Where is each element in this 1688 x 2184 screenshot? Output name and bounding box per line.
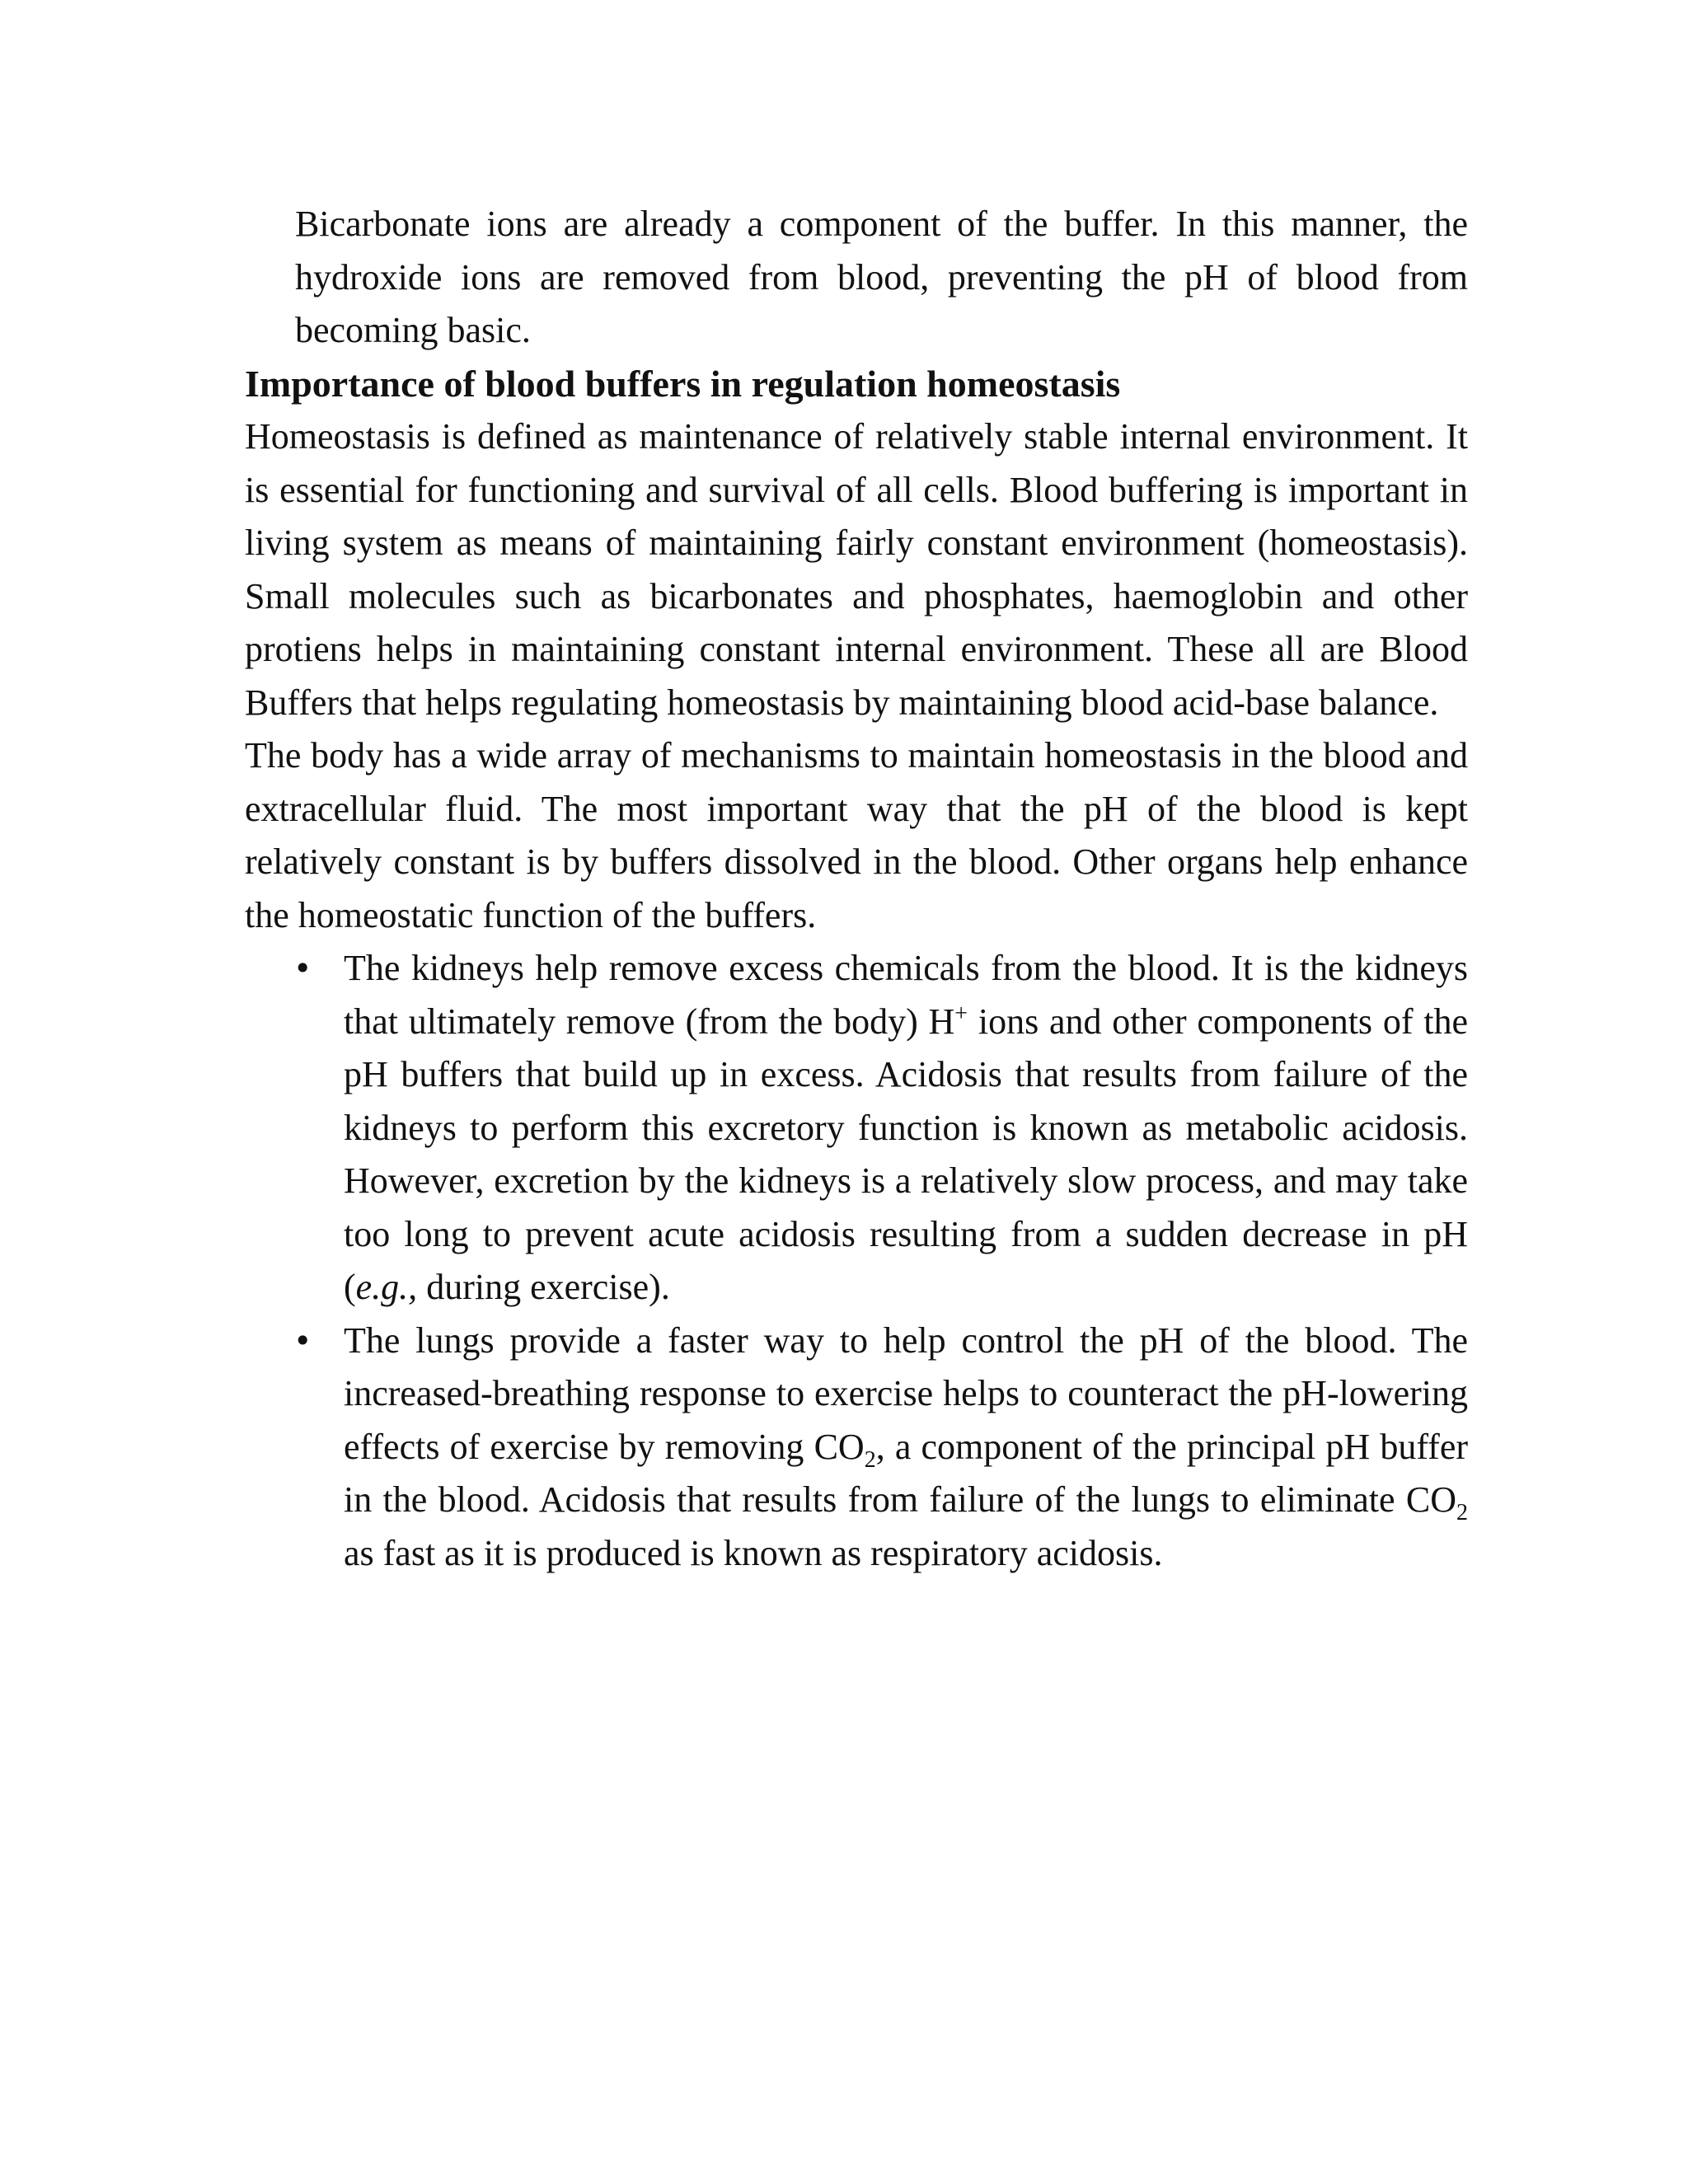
- lungs-text-part: The lungs provide a faster way to help control the pH of the blood. The increased-breathing response to exercise helps to counteract the pH-lowering effects of exercise by removing CO: [344, 1319, 1468, 1467]
- homeostasis-paragraph: Homeostasis is defined as maintenance of relatively stable internal environment. It is essential for functioning and survival of all cells. Blood buffering is important in living system as means of maintaining fairly constant environment (homeostasis). Small molecules such as bicarbonates and phosphates, haemoglobin and other protiens helps in maintaining constant internal environment. These all are Blood Buffers that helps regulating homeostasis by maintaining blood acid-base balance.: [245, 416, 1468, 723]
- kidneys-bullet-item: [293, 942, 1468, 1315]
- lungs-text-part: as fast as it is produced is known as respiratory acidosis.: [344, 1532, 1163, 1573]
- bullet-icon: •: [293, 950, 312, 987]
- hydrogen-charge-superscript: +: [954, 1000, 968, 1026]
- kidneys-text-part: ions and other components of the pH buffers that build up in excess. Acidosis that results from failure of the kidneys to perform this excretory function is known as metabolic acidosis. However, excretion by the kidneys is a relatively slow process, and may take too long to prevent acute acidosis resulting from a sudden decrease in pH (: [344, 1001, 1468, 1307]
- lungs-bullet-item: [293, 1315, 1469, 1581]
- bullet-icon: •: [293, 1322, 312, 1359]
- mechanisms-paragraph: The body has a wide array of mechanisms to maintain homeostasis in the blood and extracellular fluid. The most important way that the pH of the blood is kept relatively constant is by buffers dissolved in the blood. Other organs help enhance the homeostatic function of the buffers.: [245, 735, 1468, 935]
- co2-subscript: 2: [864, 1446, 876, 1473]
- co2-subscript: 2: [1456, 1499, 1468, 1526]
- kidneys-text-part: The kidneys help remove excess chemicals from the blood. It is the kidneys that ultimately remove (from the body) H: [344, 948, 1468, 1042]
- document-page: [245, 198, 1468, 1580]
- kidneys-text-part: during exercise).: [417, 1267, 670, 1307]
- section-heading: Importance of blood buffers in regulation homeostasis: [245, 362, 1121, 405]
- intro-paragraph: Bicarbonate ions are already a component of the buffer. In this manner, the hydroxide ions are removed from blood, preventing the pH of blood from becoming basic.: [295, 204, 1468, 350]
- organ-bullet-list: [245, 942, 1468, 1580]
- lungs-text-part: , a component of the principal pH buffer in the blood. Acidosis that results from failure of the lungs to eliminate CO: [344, 1426, 1469, 1520]
- kidneys-example-italic: e.g.,: [355, 1267, 418, 1307]
